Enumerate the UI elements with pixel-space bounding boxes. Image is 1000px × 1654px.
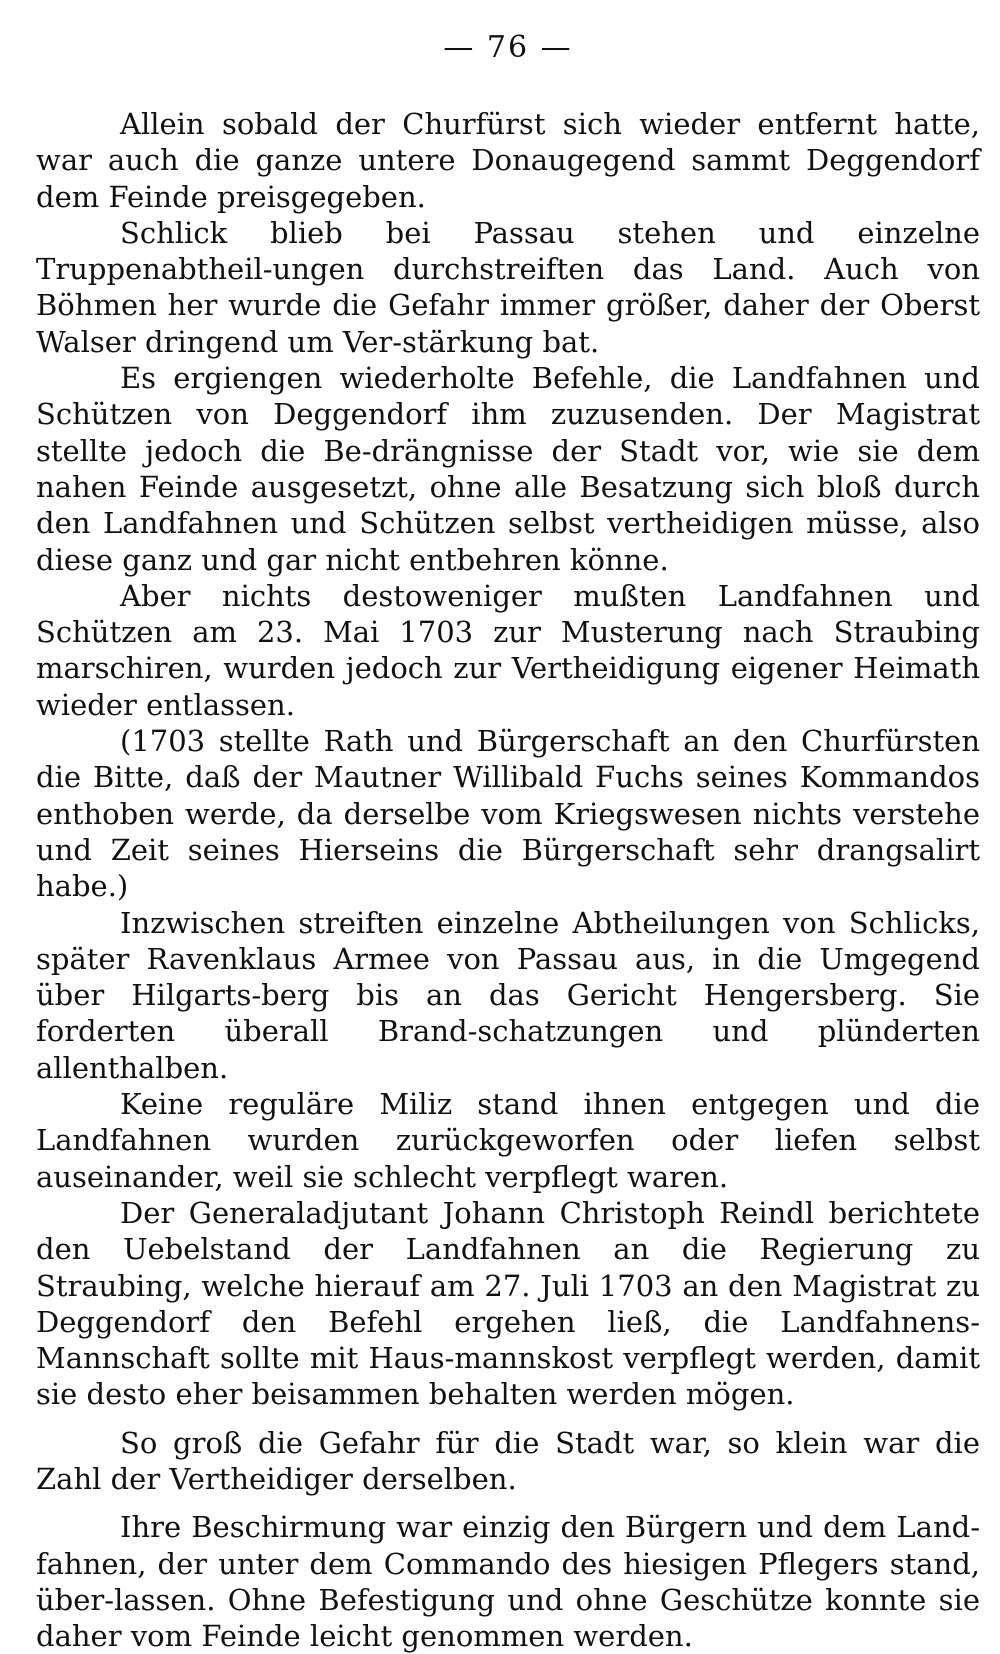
- paragraph-4: Aber nichts destoweniger mußten Landfahnen und Schützen am 23. Mai 1703 zur Musterung nach Straubing marschiren, wurden jedoch zur Vertheidigung eigener Heimath wieder entlassen.: [36, 578, 980, 722]
- paragraph-5: (1703 stellte Rath und Bürgerschaft an den Churfürsten die Bitte, daß der Mautner Willibald Fuchs seines Kommandos enthoben werde, da derselbe vom Kriegswesen nichts verstehe und Zeit seines Hierseins die Bürgerschaft sehr drangsalirt habe.): [36, 724, 980, 904]
- paragraph-3: Es ergiengen wiederholte Befehle, die Landfahnen und Schützen von Deggendorf ihm zuzusenden. Der Magistrat stellte jedoch die Be-drängnisse der Stadt vor, wie sie dem nahen Feinde ausgesetzt, ohne alle Besatzung sich bloß durch den Landfahnen und Schützen selbst vertheidigen müsse, also diese ganz und gar nicht entbehren könne.: [36, 361, 980, 577]
- paragraph-2: Schlick blieb bei Passau stehen und einzelne Truppenabtheil-ungen durchstreiften das Land. Auch von Böhmen her wurde die Gefahr immer größer, daher der Oberst Walser dringend um Ver-stärkung bat.: [36, 215, 980, 359]
- paragraph-10: Ihre Beschirmung war einzig den Bürgern und dem Land-fahnen, der unter dem Commando des hiesigen Pflegers stand, über-lassen. Ohne Befestigung und ohne Geschütze konnte sie daher vom Feinde leicht genommen werden.: [36, 1510, 980, 1654]
- paragraph-6: Inzwischen streiften einzelne Abtheilungen von Schlicks, später Ravenklaus Armee von Passau aus, in die Umgegend über Hilgarts-berg bis an das Gericht Hengersberg. Sie forderten überall Brand-schatzungen und plünderten allenthalben.: [36, 905, 980, 1085]
- paragraph-8: Der Generaladjutant Johann Christoph Reindl berichtete den Uebelstand der Landfahnen an die Regierung zu Straubing, welche hierauf am 27. Juli 1703 an den Magistrat zu Deggendorf den Befehl ergehen ließ, die Landfahnens-Mannschaft sollte mit Haus-mannskost verpflegt werden, damit sie desto eher beisammen behalten werden mögen.: [36, 1195, 980, 1412]
- page-number: — 76 —: [443, 30, 573, 65]
- paragraph-7: Keine reguläre Miliz stand ihnen entgegen und die Landfahnen wurden zurückgeworfen oder liefen selbst auseinander, weil sie schlecht verpflegt waren.: [36, 1087, 980, 1194]
- paragraph-9: So groß die Gefahr für die Stadt war, so klein war die Zahl der Vertheidiger derselben.: [36, 1425, 980, 1496]
- paragraph-1: Allein sobald der Churfürst sich wieder entfernt hatte, war auch die ganze untere Donaugegend sammt Deggendorf dem Feinde preisgegeben.: [36, 107, 980, 214]
